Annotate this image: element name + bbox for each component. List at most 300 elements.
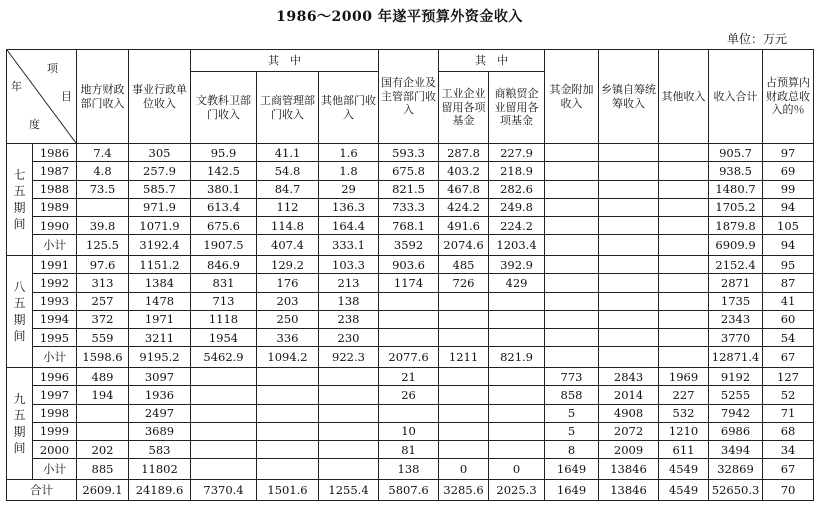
table-cell: 142.5 [191, 162, 257, 180]
period-char: 五 [13, 408, 26, 423]
table-cell: 1151.2 [129, 256, 191, 274]
corner-du: 度 [29, 118, 40, 131]
table-cell: 29 [319, 180, 379, 198]
table-cell [545, 162, 599, 180]
table-row [7, 235, 814, 256]
table-cell [599, 180, 659, 198]
table-cell: 6909.9 [709, 235, 763, 256]
table-cell: 313 [77, 274, 129, 292]
table-cell: 97 [763, 144, 814, 162]
table-cell [319, 422, 379, 440]
period-char: 间 [13, 216, 26, 231]
table-cell: 380.1 [191, 180, 257, 198]
table-cell: 7370.4 [191, 480, 257, 501]
table-cell: 69 [763, 162, 814, 180]
table-cell [257, 386, 319, 404]
table-cell: 392.9 [489, 256, 545, 274]
period-label [7, 256, 33, 368]
table-row [7, 217, 814, 235]
year-cell: 1991 [33, 256, 77, 274]
table-cell: 203 [257, 292, 319, 310]
table-cell: 726 [439, 274, 489, 292]
table-cell: 287.8 [439, 144, 489, 162]
table-cell [77, 404, 129, 422]
table-cell: 831 [191, 274, 257, 292]
table-cell [545, 256, 599, 274]
table-cell: 26 [379, 386, 439, 404]
table-cell [599, 274, 659, 292]
table-cell [77, 422, 129, 440]
header-other-dept: 其他部门收入 [319, 72, 379, 144]
table-cell [379, 310, 439, 328]
period-label [7, 368, 33, 480]
table-cell: 3192.4 [129, 235, 191, 256]
table-cell: 34 [763, 441, 814, 459]
table-cell: 213 [319, 274, 379, 292]
table-cell [257, 441, 319, 459]
year-cell: 1997 [33, 386, 77, 404]
table-cell [545, 310, 599, 328]
table-cell: 13846 [599, 480, 659, 501]
table-cell: 3097 [129, 368, 191, 386]
table-cell: 559 [77, 329, 129, 347]
table-cell: 0 [439, 459, 489, 480]
period-char: 五 [13, 296, 26, 311]
year-cell: 小计 [33, 459, 77, 480]
table-cell: 103.3 [319, 256, 379, 274]
table-cell [489, 292, 545, 310]
table-cell: 5 [545, 422, 599, 440]
table-cell: 583 [129, 441, 191, 459]
table-cell [659, 310, 709, 328]
table-cell: 70 [763, 480, 814, 501]
table-cell: 13846 [599, 459, 659, 480]
period-char: 期 [13, 424, 26, 439]
table-cell [439, 292, 489, 310]
table-cell: 5462.9 [191, 347, 257, 368]
table-cell: 2025.3 [489, 480, 545, 501]
table-cell: 164.4 [319, 217, 379, 235]
table-row [7, 404, 814, 422]
table-cell [545, 180, 599, 198]
table-cell [659, 256, 709, 274]
table-cell: 1971 [129, 310, 191, 328]
table-cell: 1907.5 [191, 235, 257, 256]
table-row [7, 274, 814, 292]
year-cell: 1987 [33, 162, 77, 180]
table-cell: 846.9 [191, 256, 257, 274]
table-cell: 3285.6 [439, 480, 489, 501]
revenue-table [6, 49, 814, 501]
header-grain: 商粮贸企业留用各项基金 [489, 72, 545, 144]
table-cell: 2152.4 [709, 256, 763, 274]
table-cell: 485 [439, 256, 489, 274]
table-body [7, 144, 814, 501]
table-cell [599, 292, 659, 310]
corner-item-2: 目 [61, 90, 72, 103]
table-cell: 4.8 [77, 162, 129, 180]
table-cell: 1203.4 [489, 235, 545, 256]
table-cell [599, 235, 659, 256]
table-cell [379, 292, 439, 310]
table-cell [659, 347, 709, 368]
table-cell: 87 [763, 274, 814, 292]
table-cell: 336 [257, 329, 319, 347]
table-cell: 5255 [709, 386, 763, 404]
table-cell: 250 [257, 310, 319, 328]
table-cell: 68 [763, 422, 814, 440]
table-cell: 403.2 [439, 162, 489, 180]
table-cell [659, 180, 709, 198]
table-cell: 971.9 [129, 198, 191, 216]
table-cell [439, 404, 489, 422]
year-cell: 1986 [33, 144, 77, 162]
table-cell: 7.4 [77, 144, 129, 162]
table-cell [191, 386, 257, 404]
table-cell [257, 368, 319, 386]
table-cell: 249.8 [489, 198, 545, 216]
table-cell [659, 217, 709, 235]
header-township: 乡镇自筹统筹收入 [599, 50, 659, 144]
table-cell: 1384 [129, 274, 191, 292]
table-cell: 1211 [439, 347, 489, 368]
table-cell: 1.6 [319, 144, 379, 162]
table-cell [599, 329, 659, 347]
year-cell: 1993 [33, 292, 77, 310]
table-cell: 1649 [545, 459, 599, 480]
table-cell: 138 [379, 459, 439, 480]
table-cell [545, 292, 599, 310]
table-cell: 99 [763, 180, 814, 198]
table-cell: 1.8 [319, 162, 379, 180]
table-cell: 1480.7 [709, 180, 763, 198]
table-cell: 71 [763, 404, 814, 422]
table-cell: 257.9 [129, 162, 191, 180]
table-cell: 1255.4 [319, 480, 379, 501]
table-cell [545, 329, 599, 347]
table-cell: 407.4 [257, 235, 319, 256]
table-cell: 2497 [129, 404, 191, 422]
table-cell [659, 329, 709, 347]
table-cell: 125.5 [77, 235, 129, 256]
year-cell: 1994 [33, 310, 77, 328]
table-cell: 127 [763, 368, 814, 386]
table-cell [599, 198, 659, 216]
corner-header [7, 50, 77, 144]
table-cell [379, 404, 439, 422]
table-cell: 3211 [129, 329, 191, 347]
table-cell: 1071.9 [129, 217, 191, 235]
table-cell: 224.2 [489, 217, 545, 235]
total-row [7, 480, 814, 501]
table-cell [77, 198, 129, 216]
table-cell: 903.6 [379, 256, 439, 274]
table-cell: 8 [545, 441, 599, 459]
table-cell: 467.8 [439, 180, 489, 198]
table-row [7, 329, 814, 347]
table-cell [599, 162, 659, 180]
table-row [7, 180, 814, 198]
table-cell [545, 144, 599, 162]
table-row [7, 422, 814, 440]
table-cell: 238 [319, 310, 379, 328]
table-cell [439, 386, 489, 404]
total-label: 合计 [7, 480, 77, 501]
table-cell [545, 347, 599, 368]
table-cell: 768.1 [379, 217, 439, 235]
table-cell: 0 [489, 459, 545, 480]
period-char: 七 [13, 168, 26, 183]
table-cell: 81 [379, 441, 439, 459]
table-cell [319, 404, 379, 422]
table-cell: 905.7 [709, 144, 763, 162]
table-cell: 41 [763, 292, 814, 310]
table-cell: 333.1 [319, 235, 379, 256]
table-cell [257, 404, 319, 422]
table-cell: 1501.6 [257, 480, 319, 501]
table-cell: 585.7 [129, 180, 191, 198]
table-cell: 6986 [709, 422, 763, 440]
table-cell: 1649 [545, 480, 599, 501]
table-cell: 372 [77, 310, 129, 328]
table-cell: 821.9 [489, 347, 545, 368]
header-surcharge: 其金附加收入 [545, 50, 599, 144]
table-cell: 227.9 [489, 144, 545, 162]
year-cell: 1996 [33, 368, 77, 386]
table-row [7, 441, 814, 459]
table-cell: 2009 [599, 441, 659, 459]
table-cell [257, 422, 319, 440]
table-cell [659, 198, 709, 216]
table-cell: 4908 [599, 404, 659, 422]
table-row [7, 144, 814, 162]
table-cell: 218.9 [489, 162, 545, 180]
table-cell [545, 217, 599, 235]
year-cell: 1989 [33, 198, 77, 216]
header-qizhong-2: 其 中 [439, 50, 545, 72]
table-cell: 230 [319, 329, 379, 347]
table-cell: 593.3 [379, 144, 439, 162]
table-cell: 3592 [379, 235, 439, 256]
table-row [7, 347, 814, 368]
table-cell [439, 329, 489, 347]
table-cell: 1954 [191, 329, 257, 347]
table-cell [439, 368, 489, 386]
table-cell: 176 [257, 274, 319, 292]
table-cell: 2077.6 [379, 347, 439, 368]
table-cell [489, 386, 545, 404]
table-cell: 257 [77, 292, 129, 310]
table-cell: 112 [257, 198, 319, 216]
table-cell [489, 422, 545, 440]
table-cell: 9192 [709, 368, 763, 386]
table-cell: 129.2 [257, 256, 319, 274]
table-cell: 613.4 [191, 198, 257, 216]
table-cell [659, 274, 709, 292]
table-cell: 24189.6 [129, 480, 191, 501]
year-cell: 1998 [33, 404, 77, 422]
year-cell: 1988 [33, 180, 77, 198]
table-cell: 2014 [599, 386, 659, 404]
table-cell: 54 [763, 329, 814, 347]
table-cell: 2843 [599, 368, 659, 386]
table-cell: 2343 [709, 310, 763, 328]
table-cell: 67 [763, 347, 814, 368]
period-char: 期 [13, 200, 26, 215]
table-cell [319, 441, 379, 459]
table-title: 1986～2000 年遂平预算外资金收入 [276, 9, 523, 25]
table-cell: 429 [489, 274, 545, 292]
period-char: 八 [13, 280, 26, 295]
corner-year: 年 [11, 80, 22, 93]
table-cell: 1879.8 [709, 217, 763, 235]
table-cell [599, 256, 659, 274]
header-industry: 工业企业留用各项基金 [439, 72, 489, 144]
table-row [7, 386, 814, 404]
table-cell: 202 [77, 441, 129, 459]
header-local-fin: 地方财政部门收入 [77, 50, 129, 144]
table-cell: 922.3 [319, 347, 379, 368]
table-cell: 52650.3 [709, 480, 763, 501]
period-char: 间 [13, 328, 26, 343]
table-cell [439, 310, 489, 328]
table-cell: 194 [77, 386, 129, 404]
table-cell [191, 459, 257, 480]
table-cell: 136.3 [319, 198, 379, 216]
year-cell: 小计 [33, 235, 77, 256]
header-soe: 国有企业及主管部门收入 [379, 50, 439, 144]
table-cell [599, 217, 659, 235]
table-cell: 424.2 [439, 198, 489, 216]
table-cell: 1735 [709, 292, 763, 310]
table-cell [659, 292, 709, 310]
table-cell [439, 441, 489, 459]
year-cell: 1995 [33, 329, 77, 347]
table-cell [659, 235, 709, 256]
period-char: 五 [13, 184, 26, 199]
table-cell: 41.1 [257, 144, 319, 162]
table-cell: 491.6 [439, 217, 489, 235]
table-cell [489, 404, 545, 422]
year-cell: 2000 [33, 441, 77, 459]
table-cell: 885 [77, 459, 129, 480]
table-cell: 305 [129, 144, 191, 162]
unit-label: 单位：万元 [726, 32, 787, 46]
table-cell [489, 310, 545, 328]
table-row [7, 198, 814, 216]
table-cell: 39.8 [77, 217, 129, 235]
table-cell: 138 [319, 292, 379, 310]
period-char: 九 [13, 392, 26, 407]
table-cell: 73.5 [77, 180, 129, 198]
table-cell: 675.6 [191, 217, 257, 235]
table-cell: 1936 [129, 386, 191, 404]
table-row [7, 310, 814, 328]
table-row [7, 162, 814, 180]
table-cell [319, 386, 379, 404]
table-cell: 733.3 [379, 198, 439, 216]
table-cell [191, 368, 257, 386]
table-cell: 94 [763, 235, 814, 256]
table-row [7, 459, 814, 480]
table-cell: 1118 [191, 310, 257, 328]
period-char: 间 [13, 440, 26, 455]
table-cell: 2072 [599, 422, 659, 440]
table-cell [191, 422, 257, 440]
table-cell: 532 [659, 404, 709, 422]
table-cell: 858 [545, 386, 599, 404]
year-cell: 1990 [33, 217, 77, 235]
table-cell [545, 274, 599, 292]
table-cell: 2074.6 [439, 235, 489, 256]
table-cell [599, 310, 659, 328]
table-cell [545, 198, 599, 216]
period-char: 期 [13, 312, 26, 327]
table-cell: 3770 [709, 329, 763, 347]
table-cell [191, 404, 257, 422]
table-cell [489, 368, 545, 386]
table-cell: 227 [659, 386, 709, 404]
corner-item-1: 项 [47, 62, 58, 75]
header-pct: 占预算内财政总收入的％ [763, 50, 814, 144]
table-cell [191, 441, 257, 459]
table-row [7, 368, 814, 386]
table-cell: 114.8 [257, 217, 319, 235]
table-cell: 21 [379, 368, 439, 386]
table-cell: 1969 [659, 368, 709, 386]
table-cell: 611 [659, 441, 709, 459]
table-cell: 52 [763, 386, 814, 404]
table-cell: 4549 [659, 480, 709, 501]
table-cell: 95.9 [191, 144, 257, 162]
table-cell [489, 441, 545, 459]
table-cell: 5 [545, 404, 599, 422]
table-cell: 938.5 [709, 162, 763, 180]
table-cell: 97.6 [77, 256, 129, 274]
table-cell: 2871 [709, 274, 763, 292]
table-cell: 9195.2 [129, 347, 191, 368]
table-cell: 32869 [709, 459, 763, 480]
table-cell: 1174 [379, 274, 439, 292]
table-cell: 94 [763, 198, 814, 216]
table-cell: 1094.2 [257, 347, 319, 368]
header-gongshang: 工商管理部门收入 [257, 72, 319, 144]
table-cell [599, 347, 659, 368]
table-cell: 67 [763, 459, 814, 480]
header-inst-admin: 事业行政单位收入 [129, 50, 191, 144]
table-cell [379, 329, 439, 347]
table-cell: 3689 [129, 422, 191, 440]
table-row [7, 256, 814, 274]
table-cell: 1598.6 [77, 347, 129, 368]
table-cell: 773 [545, 368, 599, 386]
table-cell: 675.8 [379, 162, 439, 180]
table-cell: 54.8 [257, 162, 319, 180]
year-cell: 小计 [33, 347, 77, 368]
header-qizhong-1: 其 中 [191, 50, 379, 72]
table-row [7, 292, 814, 310]
table-cell: 12871.4 [709, 347, 763, 368]
table-cell: 11802 [129, 459, 191, 480]
table-cell: 821.5 [379, 180, 439, 198]
table-cell: 4549 [659, 459, 709, 480]
header-total: 收入合计 [709, 50, 763, 144]
table-cell: 1210 [659, 422, 709, 440]
table-cell: 5807.6 [379, 480, 439, 501]
table-cell: 713 [191, 292, 257, 310]
table-cell: 1705.2 [709, 198, 763, 216]
header-wenjiao: 文教科卫部门收入 [191, 72, 257, 144]
